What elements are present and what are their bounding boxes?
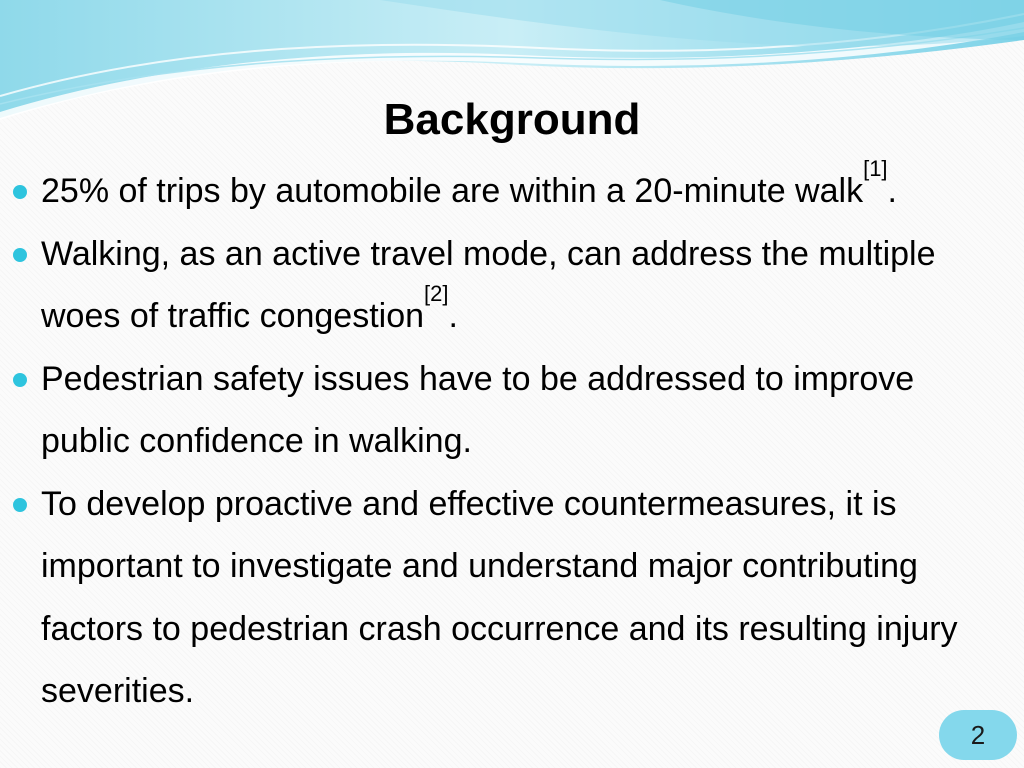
bullet-dot-icon [13, 498, 27, 512]
bullet-text: Walking, as an active travel mode, can address the multiple woes of traffic congestion [41, 234, 936, 335]
bullet-item [0, 155, 1024, 223]
bullet-dot-icon [13, 248, 27, 262]
citation-ref: [2] [424, 280, 449, 306]
bullet-item [0, 348, 1024, 473]
bullet-tail: . [448, 297, 458, 335]
bullet-dot-icon [13, 185, 27, 199]
bullet-list [0, 155, 1024, 723]
page-number: 2 [970, 719, 986, 750]
bullet-item [0, 473, 1024, 723]
bullet-tail: . [887, 172, 897, 210]
slide-title: Background [383, 95, 641, 144]
bullet-item [0, 223, 1024, 348]
bullet-text: 25% of trips by automobile are within a 20-minute walk [41, 172, 864, 210]
bullet-text: Pedestrian safety issues have to be addressed to improve public confidence in walking. [41, 359, 915, 460]
bullet-dot-icon [13, 373, 27, 387]
citation-ref: [1] [863, 155, 888, 181]
bullet-text: To develop proactive and effective countermeasures, it is important to investigate and understand major contributing factors to pedestrian crash occurrence and its resulting injury severities. [41, 484, 958, 710]
page-number-badge [939, 710, 1017, 760]
